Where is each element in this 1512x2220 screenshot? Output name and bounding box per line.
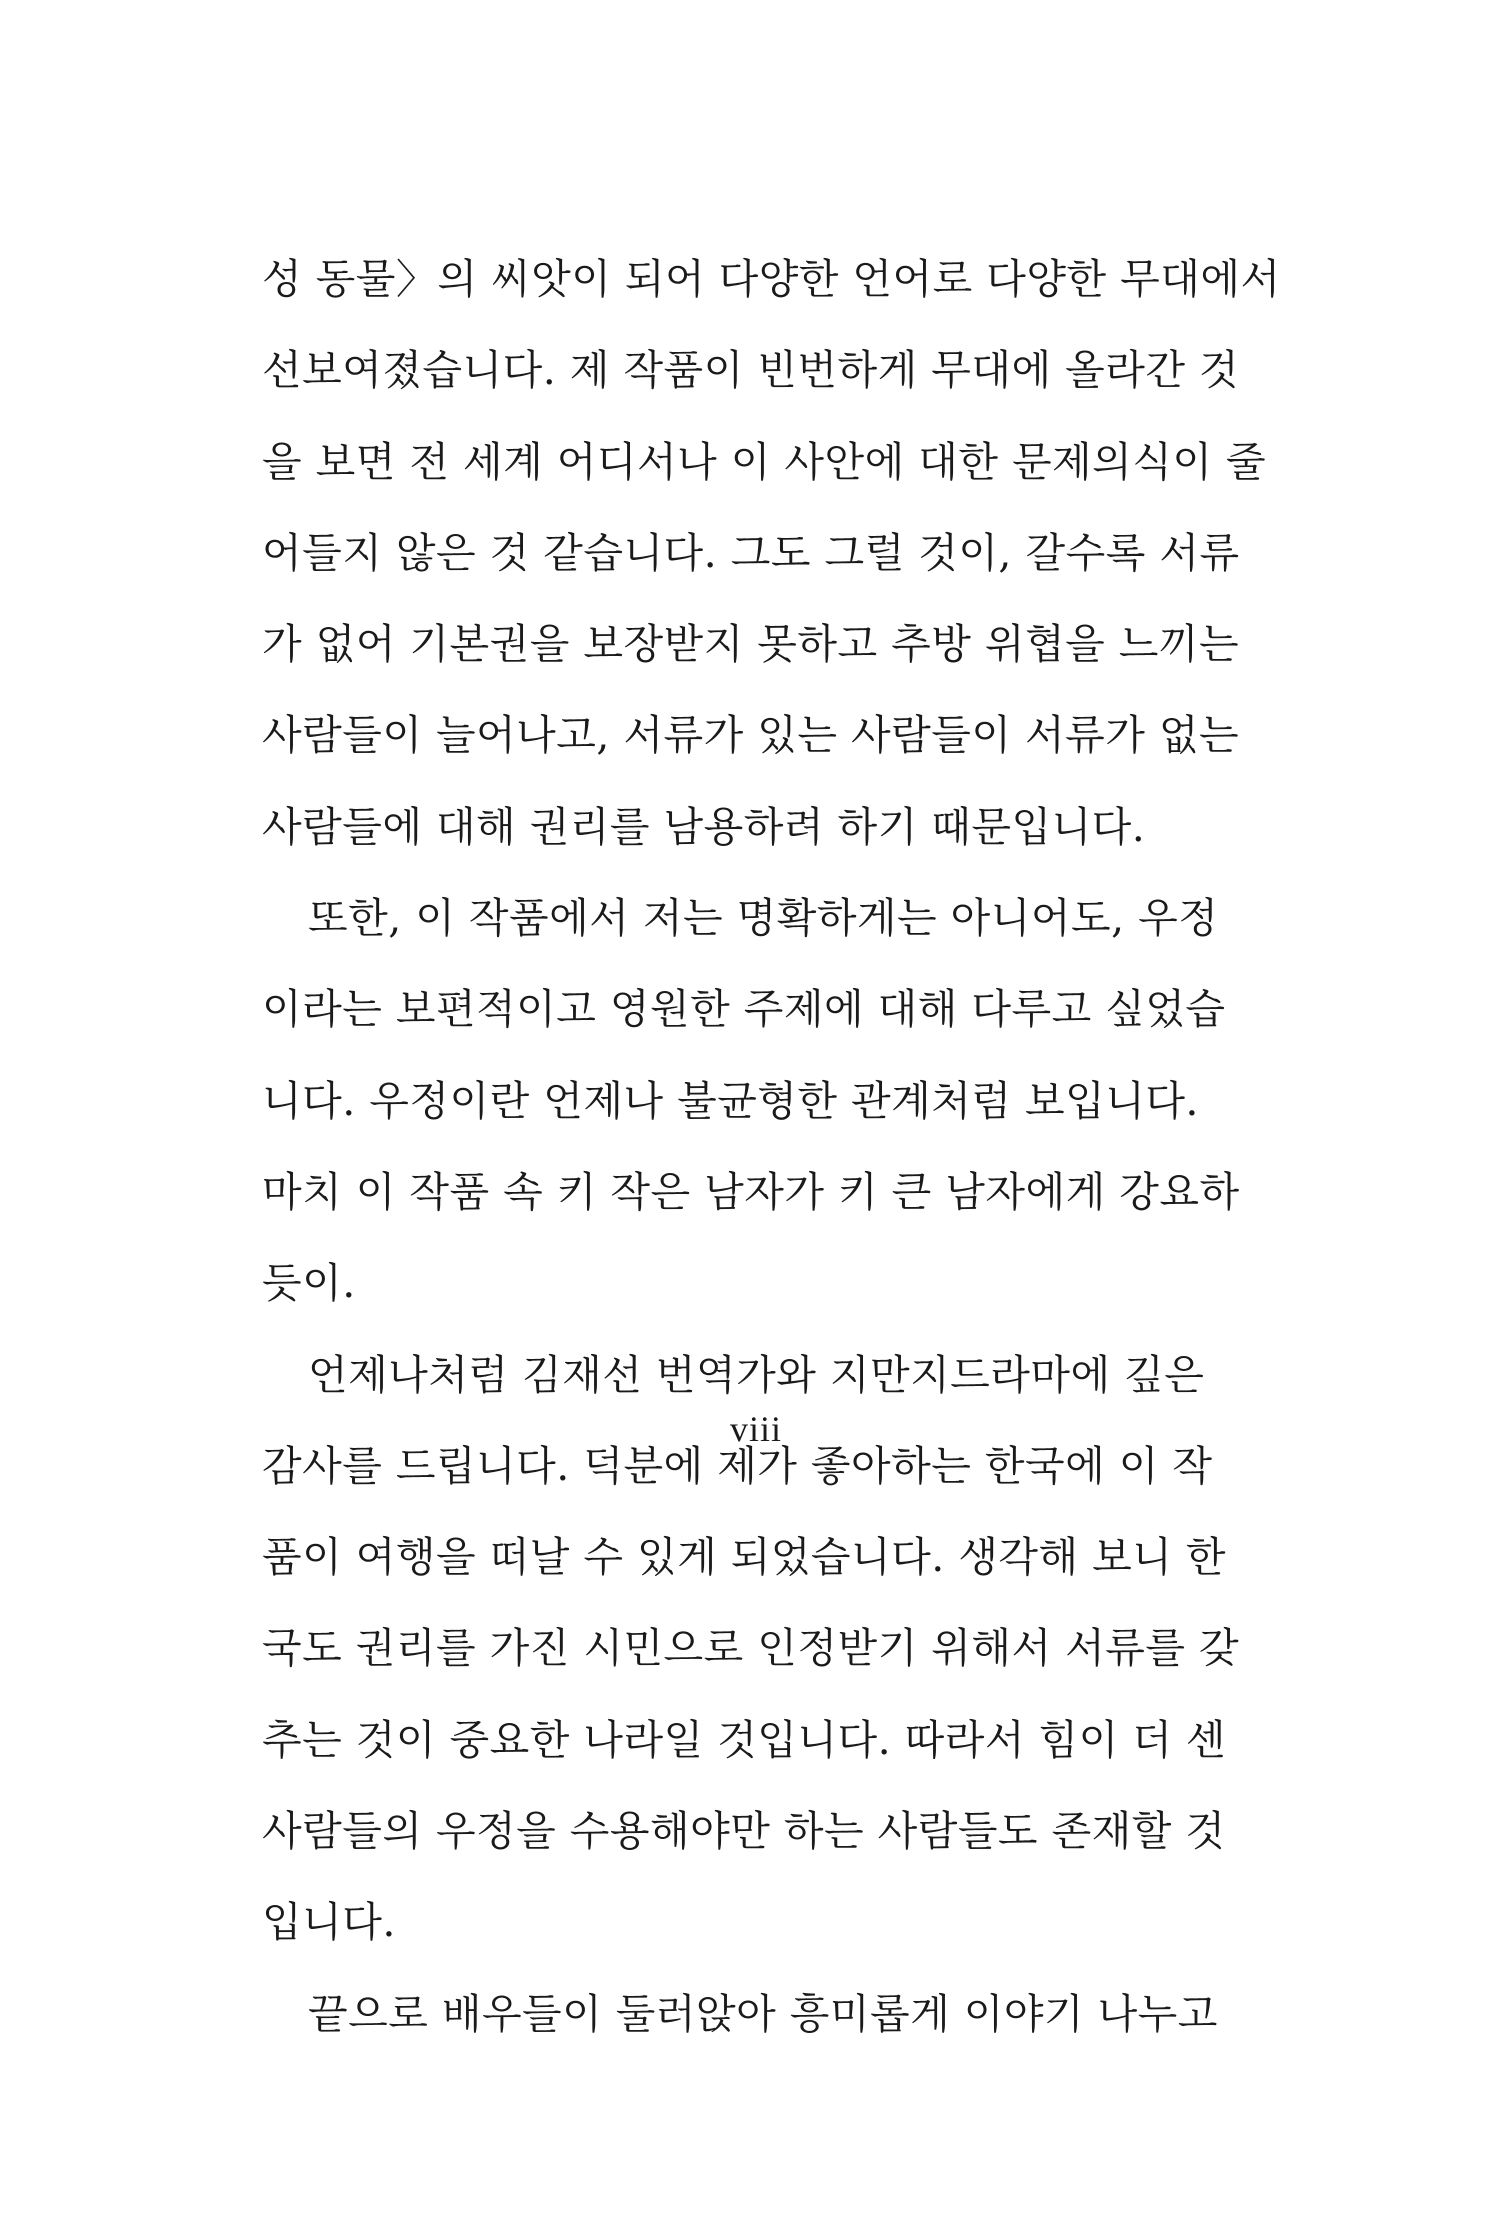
text-line: 사람들이 늘어나고, 서류가 있는 사람들이 서류가 없는 bbox=[262, 711, 1240, 760]
text-line: 을 보면 전 세계 어디서나 이 사안에 대한 문제의식이 줄 bbox=[262, 437, 1267, 486]
text-line: 이라는 보편적이고 영원한 주제에 대해 다루고 싶었습 bbox=[262, 985, 1226, 1034]
text-line: 사람들에 대해 권리를 남용하려 하기 때문입니다. bbox=[262, 802, 1146, 851]
text-line: 어들지 않은 것 같습니다. 그도 그럴 것이, 갈수록 서류 bbox=[262, 528, 1240, 577]
text-line: 국도 권리를 가진 시민으로 인정받기 위해서 서류를 갖 bbox=[262, 1624, 1240, 1673]
text-line: 듯이. bbox=[262, 1259, 356, 1308]
text-line: 품이 여행을 떠날 수 있게 되었습니다. 생각해 보니 한 bbox=[262, 1533, 1227, 1582]
text-line: 감사를 드립니다. 덕분에 제가 좋아하는 한국에 이 작 bbox=[262, 1441, 1213, 1490]
body-text bbox=[262, 245, 1281, 2071]
text-line: 입니다. bbox=[262, 1898, 396, 1947]
text-line: 마치 이 작품 속 키 작은 남자가 키 큰 남자에게 강요하 bbox=[262, 1167, 1240, 1216]
text-line: 사람들의 우정을 수용해야만 하는 사람들도 존재할 것 bbox=[262, 1807, 1226, 1856]
text-line: 끝으로 배우들이 둘러앉아 흥미롭게 이야기 나누고 bbox=[308, 1989, 1218, 2038]
text-line: 또한, 이 작품에서 저는 명확하게는 아니어도, 우정 bbox=[308, 894, 1219, 943]
text-line: 언제나처럼 김재선 번역가와 지만지드라마에 깊은 bbox=[308, 1350, 1205, 1399]
text-line: 추는 것이 중요한 나라일 것입니다. 따라서 힘이 더 센 bbox=[262, 1715, 1227, 1764]
text-line: 성 동물〉의 씨앗이 되어 다양한 언어로 다양한 무대에서 bbox=[262, 255, 1281, 303]
page-number: viii bbox=[729, 1409, 782, 1449]
text-line: 니다. 우정이란 언제나 불균형한 관계처럼 보입니다. bbox=[262, 1076, 1199, 1125]
text-line: 가 없어 기본권을 보장받지 못하고 추방 위협을 느끼는 bbox=[262, 620, 1240, 669]
text-line: 선보여졌습니다. 제 작품이 빈번하게 무대에 올라간 것 bbox=[262, 346, 1240, 395]
